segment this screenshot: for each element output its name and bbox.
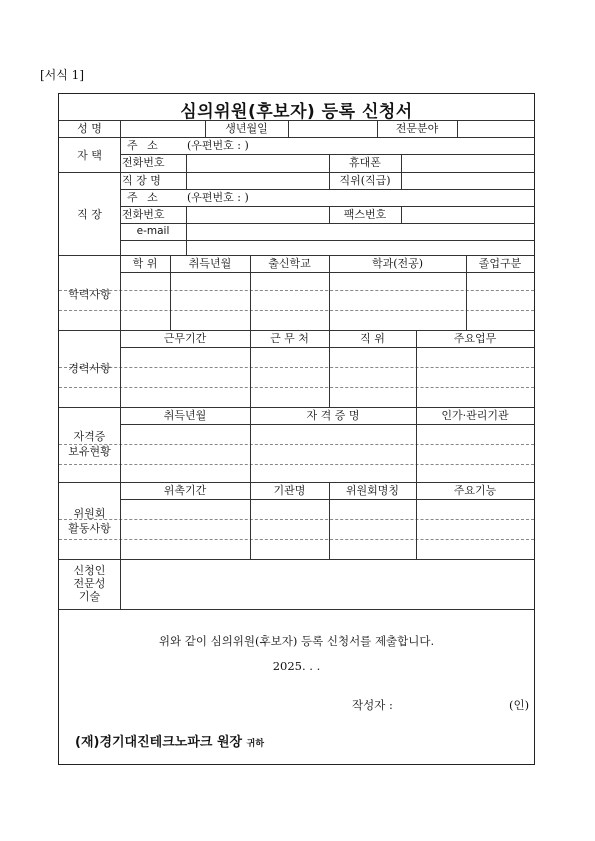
career-header-duties: 주요업무 (453, 332, 497, 345)
birth-label: 생년월일 (225, 122, 268, 135)
name-label: 성 명 (77, 122, 102, 135)
work-phone-label: 전화번호 (122, 208, 165, 221)
education-header-graduation: 졸업구분 (478, 257, 522, 270)
home-phone-field[interactable] (187, 155, 329, 171)
addressee-name: (재)경기대진테크노파크 원장 (75, 735, 243, 750)
field-input[interactable] (458, 121, 534, 137)
form-number-label: [서식 1] (40, 68, 84, 82)
email-label: e-mail (136, 225, 170, 237)
certificates-section-label-1: 자격증 (73, 430, 106, 443)
education-header-major: 학과(전공) (371, 257, 424, 270)
email-field[interactable] (187, 224, 534, 239)
birth-field[interactable] (289, 121, 377, 137)
application-form (58, 93, 535, 765)
education-header-degree: 학 위 (132, 257, 158, 270)
committee-entry-rows[interactable] (121, 500, 534, 558)
work-position-field[interactable] (402, 173, 534, 189)
submission-date[interactable]: 2025. . . (272, 659, 321, 673)
education-header-date: 취득년월 (188, 257, 232, 270)
education-section-label: 학력사항 (68, 288, 111, 301)
expertise-field[interactable] (121, 560, 534, 608)
declaration-text: 위와 같이 심의위원(후보자) 등록 신청서를 제출합니다. (158, 634, 435, 648)
expertise-label-2: 전문성 (73, 577, 106, 590)
committee-section-label-2: 활동사항 (68, 522, 111, 535)
expertise-label-1: 신청인 (73, 564, 106, 577)
certificates-section-label-2: 보유현황 (68, 445, 111, 458)
addressee (75, 736, 264, 749)
expertise-label-3: 기술 (78, 590, 101, 603)
home-address-label: 주 소 (127, 139, 161, 152)
career-header-workplace: 근 무 처 (270, 332, 309, 345)
work-section-label: 직 장 (77, 208, 102, 221)
mobile-label: 휴대폰 (349, 156, 381, 169)
home-section-label: 자 택 (77, 149, 102, 162)
author-label: 작성자 : (352, 698, 393, 712)
certificates-header-issuer: 인가·관리기관 (441, 409, 509, 422)
education-entry-rows[interactable] (121, 273, 534, 329)
fax-field[interactable] (402, 207, 534, 223)
committee-header-organization: 기관명 (273, 484, 306, 497)
career-entry-rows[interactable] (121, 348, 534, 406)
committee-section-label-1: 위원회 (73, 507, 106, 520)
committee-header-committee-name: 위원회명칭 (345, 484, 400, 497)
certificates-header-date: 취득년월 (163, 409, 207, 422)
seal-mark: (인) (509, 698, 530, 712)
mobile-field[interactable] (402, 155, 534, 171)
work-phone-field[interactable] (187, 207, 329, 223)
home-postal-code[interactable]: (우편번호 : ) (187, 139, 249, 152)
workplace-field[interactable] (187, 173, 329, 189)
committee-header-period: 위촉기간 (163, 484, 207, 497)
career-header-position: 직 위 (360, 332, 385, 345)
career-header-period: 근무기간 (163, 332, 207, 345)
committee-header-function: 주요기능 (453, 484, 497, 497)
education-header-school: 출신학교 (268, 257, 311, 270)
certificates-header-name: 자 격 증 명 (306, 409, 360, 422)
certificates-entry-rows[interactable] (121, 425, 534, 481)
field-label: 전문분야 (395, 122, 439, 135)
form-title: 심의위원(후보자) 등록 신청서 (180, 102, 413, 122)
workplace-label: 직 장 명 (122, 174, 161, 187)
work-position-label: 직위(직급) (339, 174, 391, 187)
author-field[interactable] (404, 697, 504, 713)
home-phone-label: 전화번호 (122, 156, 165, 169)
career-section-label: 경력사항 (68, 362, 111, 375)
addressee-suffix: 귀하 (246, 739, 265, 749)
name-field[interactable] (121, 121, 205, 137)
work-address-label: 주 소 (127, 191, 161, 204)
fax-label: 팩스번호 (343, 208, 387, 221)
work-postal-code[interactable]: (우편번호 : ) (187, 191, 249, 204)
